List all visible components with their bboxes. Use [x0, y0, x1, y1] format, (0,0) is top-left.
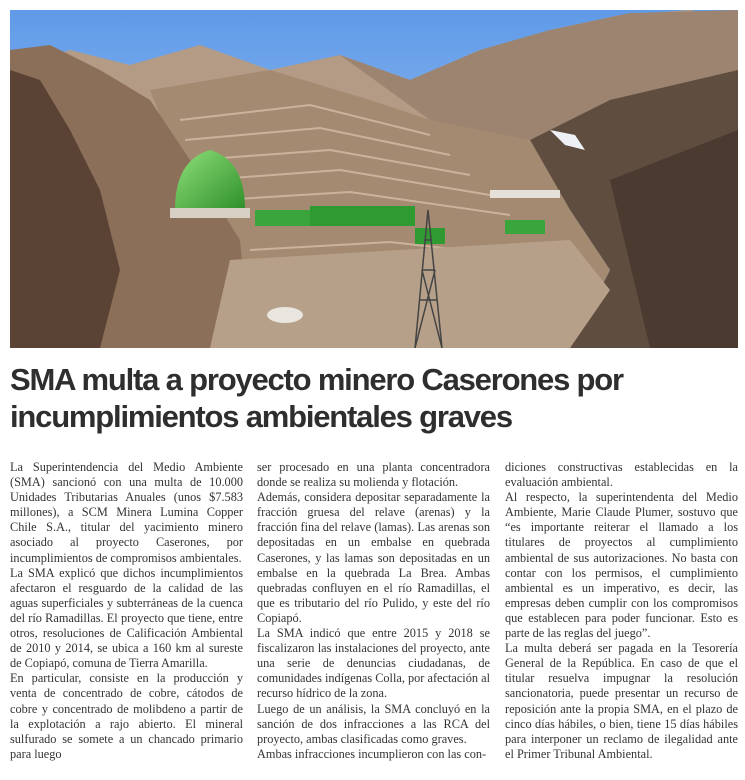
- paragraph: En particular, consiste en la producción y venta de concentrado de cobre, cátodos de cobre y concentrado de molibdeno a partir de la explotación a rajo abierto. El mineral sulfurado se somete a un chancado primario para luego: [10, 671, 243, 761]
- paragraph: Ambas infracciones incumplieron con las con-: [257, 746, 487, 761]
- article-column-2: [257, 460, 490, 762]
- green-building-2: [310, 206, 415, 226]
- white-tank: [267, 307, 303, 323]
- paragraph: La SMA indicó que entre 2015 y 2018 se fiscalizaron las instalaciones del proyecto, ante una serie de denuncias ciudadanas, de comunidades indígenas Colla, por afectación al recurso hídrico de la zona.: [257, 626, 490, 701]
- paragraph: La multa deberá ser pagada en la Tesorería General de la República. En caso de que el titular resuelva impugnar la resolución sancionatoria, puede presentar un recurso de reposición ante la propia SMA, en el plazo de cinco días hábiles, o bien, tiene 15 días hábiles para interponer un reclamo de ilegalidad ante el Primer Tribunal Ambiental.: [505, 641, 738, 761]
- paragraph: La Superintendencia del Medio Ambiente (SMA) sancionó con una multa de 10.000 Unidades Tributarias Anuales (unos $7.583 millones), a SCM Minera Lumina Copper Chile S.A., titular del yacimiento minero asociado al proyecto Caserones, por incumplimientos de compromisos ambientales.: [10, 460, 243, 565]
- paragraph: ser procesado en una planta concentradora donde se realiza su molienda y flotación.: [257, 460, 490, 490]
- article-column-3: [505, 460, 738, 762]
- mine-photo: [10, 10, 738, 348]
- headline-line-1: SMA multa a proyecto minero Caserones por: [10, 362, 623, 397]
- paragraph: Al respecto, la superintendenta del Medio Ambiente, Marie Claude Plumer, sostuvo que “es importante reiterar el llamado a los titulares de proyectos al cumplimiento ambiental de sus autorizaciones. No basta con contar con los permisos, el cumplimiento ambiental es un imperativo, es decir, las empresas deben cumplir con los compromisos que establecen para poder funcionar. Esto es parte de las reglas del juego”.: [505, 490, 738, 641]
- article-body: [10, 460, 738, 775]
- mine-landscape-illustration: [10, 10, 738, 348]
- paragraph: diciones constructivas establecidas en la evaluación ambiental.: [505, 460, 738, 490]
- headline: [10, 361, 738, 435]
- paragraph: La SMA explicó que dichos incumplimientos afectaron el resguardo de la calidad de las aguas superficiales y subterráneas de la cuenca del río Ramadillas. El proyecto que tiene, entre otros, resoluciones de Calificación Ambiental de 2010 y 2014, se ubica a 160 km al sureste de Copiapó, comuna de Tierra Amarilla.: [10, 565, 243, 671]
- article-column-1: [10, 460, 243, 762]
- paragraph: Además, considera depositar separadamente la fracción gruesa del relave (arenas) y la fracción fina del relave (lamas). Las arenas son depositadas en un embalse en quebrada Caserones, y las lamas son depositadas en un embalse en la quebrada La Brea. Ambas quebradas confluyen en el río Ramadillas, el que es tributario del río Pulido, y este del río Copiapó.: [257, 490, 490, 625]
- green-building-4: [505, 220, 545, 234]
- paragraph: Luego de un análisis, la SMA concluyó en la sanción de dos infracciones a las RCA del proyecto, ambas clasificadas como graves.: [257, 701, 490, 746]
- dome-base: [170, 208, 250, 218]
- white-building: [490, 190, 560, 198]
- green-building-1: [255, 210, 315, 226]
- headline-line-2: incumplimientos ambientales graves: [10, 399, 512, 434]
